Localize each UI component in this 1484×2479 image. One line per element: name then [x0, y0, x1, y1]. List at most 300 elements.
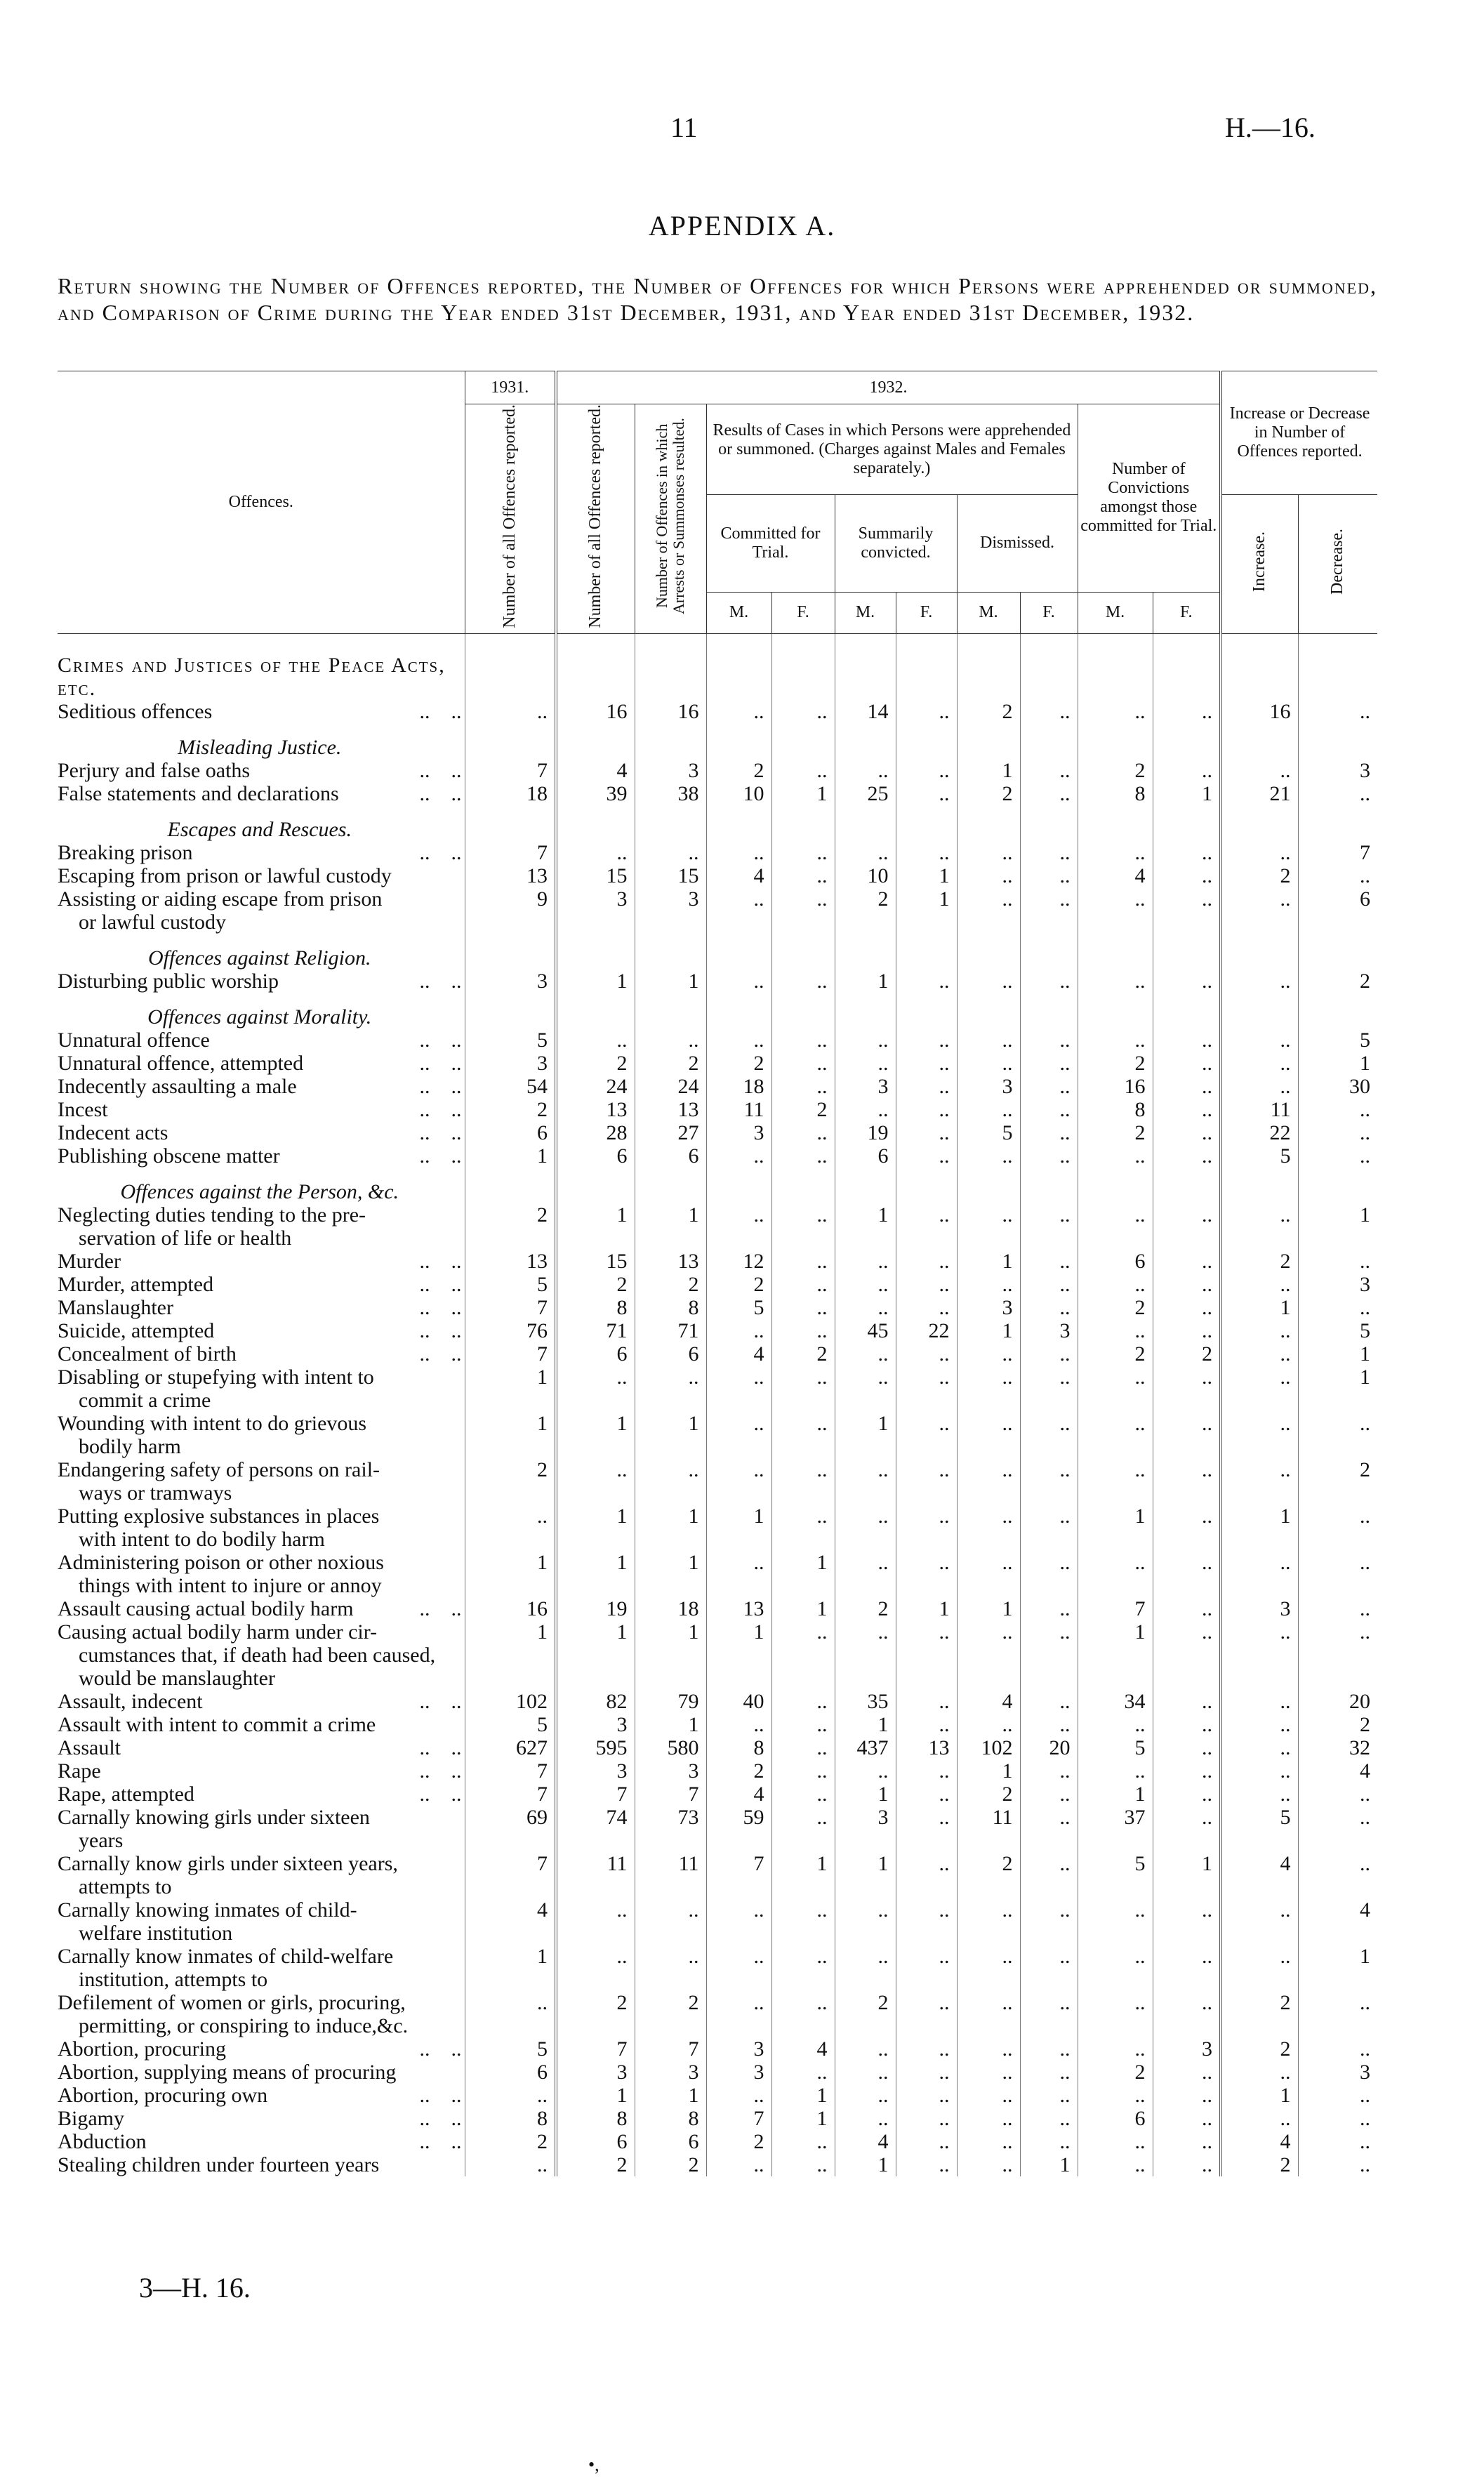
table-cell: ..: [896, 2130, 957, 2153]
table-cell: 1: [835, 1852, 896, 1898]
table-cell: [896, 993, 957, 1029]
table-cell: 1: [835, 2153, 896, 2176]
table-cell: ..: [957, 1945, 1020, 1991]
table-cell: ..: [771, 1250, 835, 1273]
table-cell: ..: [896, 1945, 957, 1991]
table-cell: 3: [556, 1713, 635, 1736]
table-cell: [465, 1168, 556, 1203]
table-row: [58, 841, 1377, 864]
table-cell: ..: [896, 1898, 957, 1945]
table-cell: 2: [1221, 864, 1298, 887]
table-cell: 2: [1078, 2061, 1153, 2084]
table-cell: [635, 723, 706, 759]
table-cell: 1: [771, 782, 835, 805]
table-cell: [1221, 723, 1298, 759]
table-cell: ..: [771, 1029, 835, 1052]
table-cell: 3: [706, 2037, 771, 2061]
table-cell: ..: [1221, 1029, 1298, 1052]
table-cell: ..: [706, 841, 771, 864]
table-cell: ..: [1078, 1713, 1153, 1736]
table-cell: ..: [1020, 1250, 1078, 1273]
table-row: [58, 1505, 1377, 1551]
table-cell: ..: [465, 2084, 556, 2107]
table-cell: 40: [706, 1690, 771, 1713]
table-cell: ..: [1020, 1551, 1078, 1597]
table-cell: 76: [465, 1319, 556, 1342]
table-cell: 5: [706, 1296, 771, 1319]
table-cell: 2: [706, 759, 771, 782]
section-heading: Offences against Morality.: [147, 1005, 372, 1029]
table-cell: ..: [556, 1458, 635, 1505]
table-cell: ..: [771, 1945, 835, 1991]
table-cell: ..: [1020, 970, 1078, 993]
table-cell: 2: [706, 1759, 771, 1783]
table-cell: 22: [1221, 1121, 1298, 1144]
table-cell: 6: [1298, 887, 1377, 934]
table-cell: ..: [1298, 864, 1377, 887]
header-year-1931: 1931.: [465, 371, 556, 404]
table-cell: [706, 723, 771, 759]
offence-label: Assault causing actual bodily harm .. ..: [58, 1597, 462, 1620]
table-cell: ..: [1078, 1898, 1153, 1945]
table-cell: ..: [771, 864, 835, 887]
table-cell: ..: [1153, 1052, 1221, 1075]
header-f: F.: [771, 592, 835, 633]
table-cell: ..: [835, 1505, 896, 1551]
table-cell: ..: [556, 1366, 635, 1412]
table-row: [58, 887, 1377, 934]
table-cell: 1: [635, 1203, 706, 1250]
table-cell: 7: [465, 1296, 556, 1319]
table-cell: ..: [706, 1458, 771, 1505]
table-cell: 8: [635, 1296, 706, 1319]
table-cell: ..: [771, 841, 835, 864]
table-cell: 1: [1298, 1945, 1377, 1991]
table-cell: ..: [1078, 970, 1153, 993]
section-row: [58, 723, 1377, 759]
stray-mark: •,: [588, 2454, 599, 2475]
table-cell: 2: [957, 1783, 1020, 1806]
table-cell: ..: [1153, 1366, 1221, 1412]
table-cell: ..: [1020, 1273, 1078, 1296]
table-cell: 13: [556, 1098, 635, 1121]
table-cell: ..: [706, 887, 771, 934]
table-cell: ..: [896, 1505, 957, 1551]
table-cell: ..: [465, 1991, 556, 2037]
table-cell: ..: [957, 1098, 1020, 1121]
offence-label: Disabling or stupefying with intent to commit a crime: [58, 1365, 374, 1412]
table-cell: 3: [1298, 1273, 1377, 1296]
table-cell: [465, 723, 556, 759]
table-cell: [1298, 633, 1377, 700]
table-cell: 1: [556, 1620, 635, 1690]
table-cell: ..: [1298, 1597, 1377, 1620]
table-cell: [771, 1168, 835, 1203]
table-cell: ..: [957, 1029, 1020, 1052]
table-row: [58, 1203, 1377, 1250]
table-cell: ..: [896, 970, 957, 993]
table-cell: 24: [556, 1075, 635, 1098]
table-cell: ..: [1078, 1945, 1153, 1991]
table-row: [58, 1458, 1377, 1505]
table-cell: ..: [1078, 1991, 1153, 2037]
offence-label: Indecent acts .. ..: [58, 1120, 462, 1144]
header-reported-1931: Number of all Offences reported.: [465, 404, 556, 634]
table-cell: ..: [896, 1296, 957, 1319]
table-cell: ..: [706, 1713, 771, 1736]
table-cell: 2: [835, 1991, 896, 2037]
table-cell: ..: [1221, 1620, 1298, 1690]
table-cell: [1221, 1168, 1298, 1203]
table-cell: ..: [1078, 1412, 1153, 1458]
table-cell: 1: [957, 1759, 1020, 1783]
table-cell: 1: [706, 1505, 771, 1551]
table-cell: ..: [896, 1029, 957, 1052]
table-cell: 2: [1298, 1713, 1377, 1736]
table-cell: ..: [896, 1366, 957, 1412]
table-cell: 1: [635, 1620, 706, 1690]
table-cell: 82: [556, 1690, 635, 1713]
table-cell: ..: [706, 1203, 771, 1250]
header-convicted: Summarily convicted.: [835, 495, 957, 593]
table-cell: ..: [957, 1273, 1020, 1296]
table-cell: 1: [635, 1412, 706, 1458]
table-cell: ..: [957, 887, 1020, 934]
header-dismissed: Dismissed.: [957, 495, 1078, 593]
table-cell: [1298, 1168, 1377, 1203]
table-cell: ..: [896, 1806, 957, 1852]
table-cell: [957, 633, 1020, 700]
table-cell: ..: [771, 1144, 835, 1168]
table-cell: 6: [635, 1342, 706, 1366]
offence-label: Administering poison or other noxious things with intent to injure or annoy: [58, 1550, 384, 1597]
table-cell: ..: [957, 1551, 1020, 1597]
table-cell: ..: [1153, 1783, 1221, 1806]
table-cell: ..: [957, 1052, 1020, 1075]
table-cell: ..: [957, 841, 1020, 864]
table-cell: ..: [896, 1551, 957, 1597]
offence-label: Seditious offences .. ..: [58, 699, 462, 723]
table-cell: 6: [556, 1144, 635, 1168]
table-cell: ..: [896, 2107, 957, 2130]
table-cell: 1: [465, 1620, 556, 1690]
table-cell: ..: [1298, 1121, 1377, 1144]
table-cell: [465, 633, 556, 700]
header-convictions: Number of Convictions amongst those committed for Trial.: [1078, 404, 1221, 593]
table-cell: ..: [957, 1458, 1020, 1505]
table-cell: ..: [835, 2107, 896, 2130]
table-cell: ..: [1020, 1852, 1078, 1898]
table-cell: 2: [1153, 1342, 1221, 1366]
table-cell: [771, 633, 835, 700]
table-cell: ..: [1078, 2084, 1153, 2107]
table-cell: ..: [635, 1029, 706, 1052]
table-cell: 1: [465, 1366, 556, 1412]
table-cell: 8: [556, 2107, 635, 2130]
table-cell: [556, 723, 635, 759]
table-cell: 6: [1078, 1250, 1153, 1273]
table-cell: [957, 993, 1020, 1029]
table-cell: ..: [635, 841, 706, 864]
table-cell: 1: [1153, 782, 1221, 805]
table-cell: 8: [465, 2107, 556, 2130]
table-cell: 15: [556, 864, 635, 887]
table-cell: [1298, 723, 1377, 759]
table-cell: 2: [835, 1597, 896, 1620]
table-cell: ..: [1221, 1458, 1298, 1505]
table-cell: ..: [957, 2107, 1020, 2130]
table-cell: [835, 934, 896, 970]
table-cell: ..: [1221, 887, 1298, 934]
table-cell: ..: [835, 1273, 896, 1296]
table-cell: ..: [1020, 887, 1078, 934]
table-cell: ..: [896, 1075, 957, 1098]
table-cell: 6: [556, 2130, 635, 2153]
table-cell: [706, 1168, 771, 1203]
table-cell: 1: [556, 2084, 635, 2107]
table-cell: ..: [1020, 1458, 1078, 1505]
table-cell: [556, 805, 635, 841]
table-cell: [1020, 993, 1078, 1029]
page-reference: H.—16.: [1225, 112, 1316, 143]
table-row: [58, 1736, 1377, 1759]
table-cell: ..: [1221, 1319, 1298, 1342]
table-cell: ..: [957, 2084, 1020, 2107]
table-cell: 4: [706, 864, 771, 887]
table-cell: [465, 805, 556, 841]
table-cell: [706, 934, 771, 970]
table-cell: ..: [1298, 1620, 1377, 1690]
table-row: [58, 1366, 1377, 1412]
table-cell: ..: [465, 2153, 556, 2176]
table-cell: 4: [706, 1342, 771, 1366]
offence-label: Abortion, procuring own .. ..: [58, 2083, 462, 2107]
table-cell: 4: [465, 1898, 556, 1945]
table-cell: ..: [771, 2061, 835, 2084]
table-cell: 4: [706, 1783, 771, 1806]
offence-label: Carnally know inmates of child-welfare institution, attempts to: [58, 1944, 394, 1991]
table-cell: 1: [635, 1505, 706, 1551]
table-cell: 39: [556, 782, 635, 805]
table-cell: 7: [635, 2037, 706, 2061]
table-cell: ..: [1298, 1412, 1377, 1458]
table-cell: ..: [771, 1505, 835, 1551]
section-heading: Escapes and Rescues.: [167, 817, 352, 841]
table-row: [58, 1319, 1377, 1342]
table-cell: ..: [1153, 1412, 1221, 1458]
table-row: [58, 1759, 1377, 1783]
offence-label: Carnally knowing inmates of child- welfare institution: [58, 1898, 357, 1945]
table-cell: [1221, 805, 1298, 841]
table-cell: 79: [635, 1690, 706, 1713]
table-row: [58, 1029, 1377, 1052]
table-cell: ..: [835, 1098, 896, 1121]
table-cell: ..: [1221, 1052, 1298, 1075]
table-cell: ..: [896, 1273, 957, 1296]
table-cell: ..: [771, 1121, 835, 1144]
table-cell: ..: [1078, 700, 1153, 723]
table-cell: 2: [1298, 1458, 1377, 1505]
table-cell: ..: [896, 1759, 957, 1783]
table-cell: [896, 633, 957, 700]
table-cell: 6: [465, 2061, 556, 2084]
table-cell: ..: [1221, 2107, 1298, 2130]
table-cell: 1: [771, 2084, 835, 2107]
table-cell: ..: [771, 1458, 835, 1505]
table-cell: ..: [896, 1690, 957, 1713]
table-row: [58, 2130, 1377, 2153]
offence-label: Incest .. ..: [58, 1097, 462, 1121]
table-cell: ..: [465, 700, 556, 723]
table-cell: ..: [835, 759, 896, 782]
table-cell: 5: [1078, 1736, 1153, 1759]
table-cell: 580: [635, 1736, 706, 1759]
table-cell: ..: [1153, 2130, 1221, 2153]
table-cell: ..: [1298, 2153, 1377, 2176]
table-cell: 71: [635, 1319, 706, 1342]
table-cell: ..: [1153, 1296, 1221, 1319]
table-cell: 2: [556, 2153, 635, 2176]
table-cell: ..: [1153, 1898, 1221, 1945]
table-cell: 2: [1078, 1342, 1153, 1366]
table-cell: 7: [556, 1783, 635, 1806]
header-f: F.: [1153, 592, 1221, 633]
table-cell: 1: [706, 1620, 771, 1690]
table-cell: ..: [465, 1505, 556, 1551]
table-row: [58, 1144, 1377, 1168]
table-row: [58, 1690, 1377, 1713]
offence-label: Breaking prison .. ..: [58, 840, 462, 864]
offence-label: Abortion, procuring .. ..: [58, 2037, 462, 2061]
table-cell: 1: [835, 1783, 896, 1806]
table-cell: 5: [465, 2037, 556, 2061]
table-cell: ..: [896, 1412, 957, 1458]
table-cell: ..: [957, 1898, 1020, 1945]
table-cell: 2: [1078, 1296, 1153, 1319]
table-cell: 4: [1221, 2130, 1298, 2153]
table-row: [58, 1551, 1377, 1597]
table-cell: ..: [835, 2061, 896, 2084]
table-cell: 7: [465, 759, 556, 782]
header-reported-1932: Number of all Offences reported.: [556, 404, 635, 634]
table-cell: ..: [1221, 970, 1298, 993]
table-cell: 1: [1020, 2153, 1078, 2176]
table-cell: ..: [1221, 1342, 1298, 1366]
table-cell: ..: [835, 1052, 896, 1075]
table-cell: 18: [635, 1597, 706, 1620]
table-cell: [1153, 723, 1221, 759]
table-cell: ..: [1078, 1273, 1153, 1296]
table-cell: ..: [1020, 759, 1078, 782]
table-cell: 2: [771, 1342, 835, 1366]
table-cell: ..: [771, 700, 835, 723]
table-cell: ..: [1078, 841, 1153, 864]
offence-label: Manslaughter .. ..: [58, 1295, 462, 1319]
table-cell: ..: [896, 1098, 957, 1121]
table-cell: 18: [706, 1075, 771, 1098]
intro-text: Return showing the Number of Offences reported, the Number of Offences for which Persons were apprehended or summoned, and Comparison of Crime during the Year ended 31st December, 1931, and Year ended 31st December, 1932.: [58, 273, 1377, 325]
table-row: [58, 2084, 1377, 2107]
table-cell: 73: [635, 1806, 706, 1852]
table-cell: 1: [835, 1412, 896, 1458]
table-cell: 7: [1298, 841, 1377, 864]
table-cell: 16: [1078, 1075, 1153, 1098]
table-row: [58, 1806, 1377, 1852]
table-cell: ..: [896, 1620, 957, 1690]
table-cell: ..: [1153, 2107, 1221, 2130]
table-cell: ..: [1298, 2084, 1377, 2107]
table-cell: ..: [835, 1759, 896, 1783]
table-cell: ..: [1298, 1296, 1377, 1319]
table-cell: ..: [957, 1342, 1020, 1366]
table-cell: ..: [1298, 1505, 1377, 1551]
table-cell: ..: [771, 1690, 835, 1713]
table-cell: ..: [1153, 1144, 1221, 1168]
table-cell: 1: [1221, 1505, 1298, 1551]
table-cell: ..: [706, 2084, 771, 2107]
table-cell: [771, 723, 835, 759]
table-cell: ..: [1078, 1203, 1153, 1250]
table-cell: ..: [771, 759, 835, 782]
table-cell: ..: [706, 1898, 771, 1945]
table-cell: [1221, 993, 1298, 1029]
table-cell: 15: [556, 1250, 635, 1273]
table-cell: ..: [1078, 2153, 1153, 2176]
table-cell: 11: [1221, 1098, 1298, 1121]
table-cell: ..: [1298, 1098, 1377, 1121]
table-cell: [556, 934, 635, 970]
table-cell: ..: [896, 2153, 957, 2176]
table-cell: ..: [1221, 1203, 1298, 1250]
table-cell: 3: [635, 1759, 706, 1783]
table-cell: 1: [635, 1551, 706, 1597]
table-cell: ..: [771, 1273, 835, 1296]
table-cell: 7: [465, 841, 556, 864]
table-cell: ..: [1298, 1783, 1377, 1806]
table-cell: ..: [1020, 1713, 1078, 1736]
table-cell: ..: [706, 1412, 771, 1458]
table-cell: ..: [556, 841, 635, 864]
table-cell: 1: [635, 1713, 706, 1736]
table-cell: ..: [1298, 700, 1377, 723]
table-cell: 11: [957, 1806, 1020, 1852]
table-cell: ..: [1153, 1806, 1221, 1852]
table-cell: ..: [1221, 841, 1298, 864]
table-cell: 1: [835, 970, 896, 993]
table-cell: ..: [771, 1412, 835, 1458]
table-cell: 2: [556, 1991, 635, 2037]
table-cell: 4: [835, 2130, 896, 2153]
table-cell: ..: [1078, 1319, 1153, 1342]
table-cell: 2: [465, 1458, 556, 1505]
table-cell: 1: [1298, 1342, 1377, 1366]
table-cell: 35: [835, 1690, 896, 1713]
table-cell: ..: [957, 2061, 1020, 2084]
header-m: M.: [957, 592, 1020, 633]
table-cell: ..: [896, 1250, 957, 1273]
table-cell: ..: [771, 2130, 835, 2153]
header-f: F.: [896, 592, 957, 633]
table-cell: ..: [1221, 1273, 1298, 1296]
table-cell: [896, 1168, 957, 1203]
table-cell: [1078, 934, 1153, 970]
table-cell: ..: [1298, 2130, 1377, 2153]
table-row: [58, 1121, 1377, 1144]
table-cell: ..: [1078, 2037, 1153, 2061]
table-cell: 5: [957, 1121, 1020, 1144]
section-row: [58, 633, 1377, 700]
table-cell: ..: [1153, 1713, 1221, 1736]
